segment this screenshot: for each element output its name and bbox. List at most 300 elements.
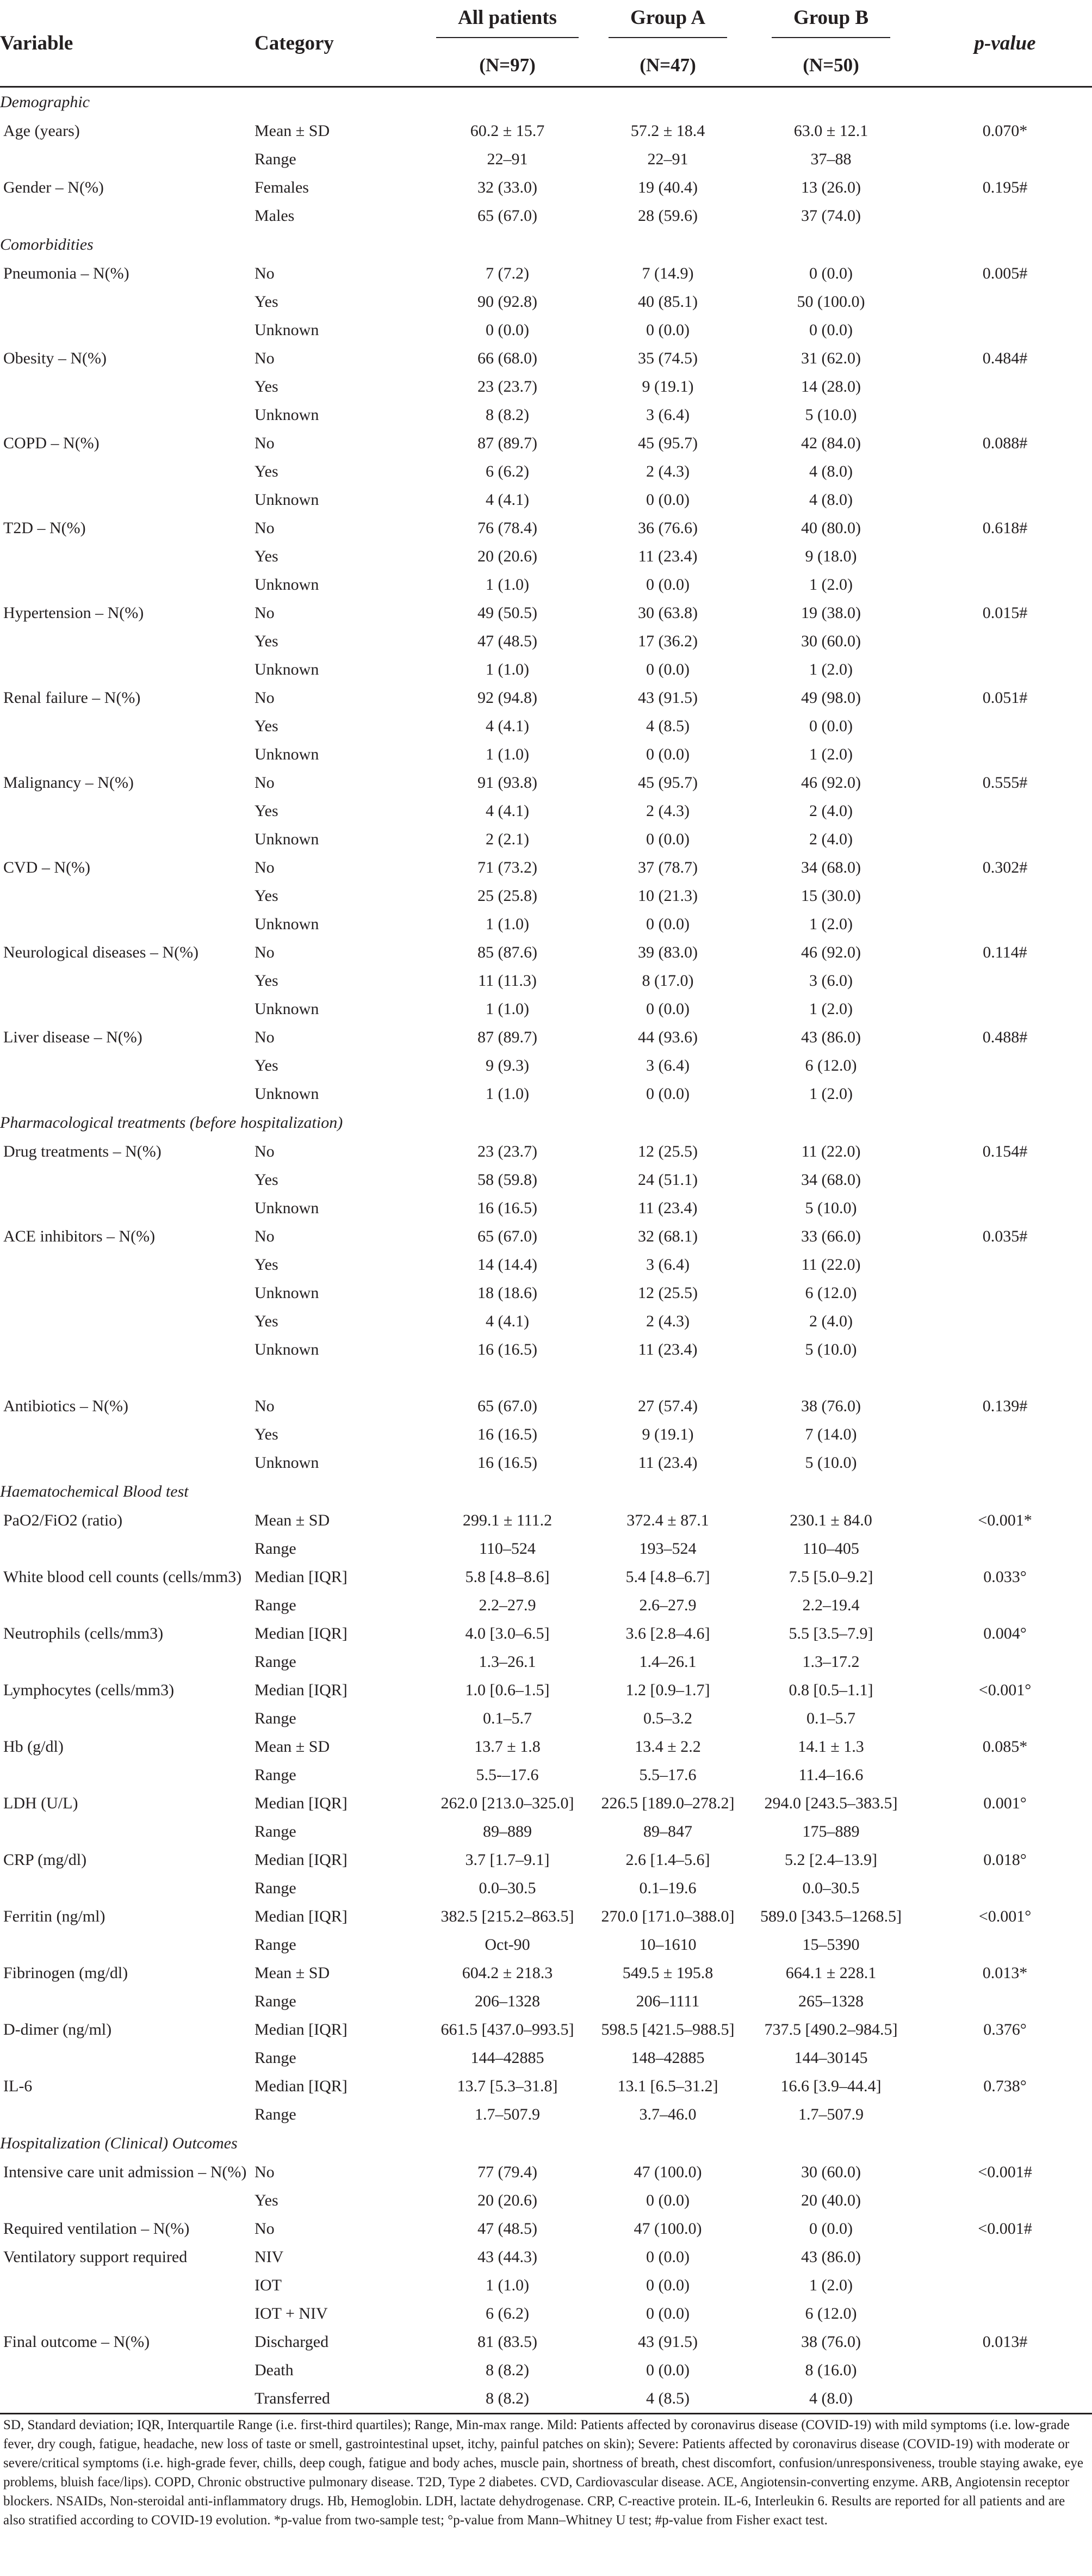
all-patients-cell: 382.5 [215.2–863.5] [440, 1907, 574, 1925]
variable-cell [0, 740, 255, 769]
pvalue-cell: <0.001° [978, 1907, 1032, 1925]
table-row [0, 769, 1092, 797]
variable-cell [0, 1704, 255, 1733]
table-row [0, 1279, 1092, 1307]
variable-cell: Final outcome – N(%) [3, 2333, 150, 2351]
group-b-cell: 42 (84.0) [801, 434, 861, 452]
pvalue-cell: 0.005# [982, 264, 1028, 282]
group-b-cell: 2 (4.0) [809, 1312, 853, 1330]
all-patients-cell: 2.2–27.9 [479, 1596, 536, 1614]
category-cell: Mean ± SD [255, 1511, 330, 1529]
group-b-cell: 9 (18.0) [805, 547, 857, 565]
category-cell: Mean ± SD [255, 1738, 330, 1756]
category-cell: Yes [255, 887, 278, 905]
group-b-cell: 20 (40.0) [801, 2191, 861, 2209]
group-a-cell: 9 (19.1) [642, 378, 694, 396]
pvalue-cell [918, 797, 1092, 825]
table-row [0, 1789, 1092, 1818]
group-b-cell: 34 (68.0) [801, 1171, 861, 1189]
group-a-cell: 11 (23.4) [638, 547, 698, 565]
group-b-cell: 1 (2.0) [809, 2276, 853, 2294]
group-b-cell: 265–1328 [798, 1992, 864, 2010]
variable-cell [0, 1874, 255, 1902]
pvalue-cell [918, 825, 1092, 854]
all-patients-cell: 76 (78.4) [477, 519, 537, 537]
group-a-cell: 0.5–3.2 [643, 1709, 692, 1727]
pvalue-cell: 0.484# [982, 349, 1028, 367]
variable-cell [0, 1307, 255, 1336]
all-patients-cell: 0 (0.0) [486, 321, 529, 339]
group-a-cell: 32 (68.1) [638, 1227, 698, 1245]
all-patients-cell: 1 (1.0) [486, 915, 529, 933]
all-patients-cell: 4.0 [3.0–6.5] [465, 1624, 550, 1642]
category-cell: No [255, 2220, 275, 2238]
category-cell: Range [255, 1596, 296, 1614]
all-patients-cell: 47 (48.5) [477, 632, 537, 650]
pvalue-cell [918, 1194, 1092, 1222]
pvalue-cell [918, 401, 1092, 429]
table-row [0, 1166, 1092, 1194]
table-row [0, 1506, 1092, 1535]
variable-cell [0, 1336, 255, 1364]
group-b-cell: 38 (76.0) [801, 2333, 861, 2351]
group-a-cell: 89–847 [643, 1823, 692, 1840]
all-patients-cell: 299.1 ± 111.2 [462, 1511, 553, 1529]
group-a-cell: 0 (0.0) [646, 2305, 690, 2322]
pvalue-cell: 0.033° [983, 1568, 1027, 1586]
category-cell: NIV [255, 2248, 284, 2266]
variable-cell: White blood cell counts (cells/mm3) [3, 1568, 242, 1586]
group-a-cell: 206–1111 [636, 1992, 700, 2010]
group-b-cell: 37–88 [810, 150, 852, 168]
all-patients-cell: 4 (4.1) [486, 802, 529, 820]
variable-cell [0, 1818, 255, 1846]
group-a-cell: 57.2 ± 18.4 [630, 122, 705, 140]
all-patients-cell: 8 (8.2) [486, 406, 529, 424]
table-row [0, 740, 1092, 769]
variable-cell [0, 1251, 255, 1279]
table-row [0, 117, 1092, 145]
table-row [0, 174, 1092, 202]
group-a-cell: 45 (95.7) [638, 774, 698, 792]
category-cell: Yes [255, 462, 278, 480]
category-cell: Yes [255, 972, 278, 990]
category-cell: Unknown [255, 745, 319, 763]
group-b-cell: 11 (22.0) [801, 1256, 861, 1274]
group-b-cell: 2 (4.0) [809, 802, 853, 820]
category-cell: Transferred [255, 2385, 423, 2414]
group-a-cell: 0 (0.0) [646, 830, 690, 848]
section-title: Demographic [0, 93, 90, 111]
table-row [0, 2385, 1092, 2414]
group-a-cell: 0 (0.0) [646, 915, 690, 933]
pvalue-cell: 0.004° [983, 1624, 1027, 1642]
group-b-cell [744, 1364, 918, 1392]
group-b-cell: 4 (8.0) [809, 462, 853, 480]
group-b-cell: 8 (16.0) [805, 2361, 857, 2379]
header-all-patients-n: (N=97) [423, 44, 592, 87]
pvalue-cell: 0.154# [982, 1142, 1028, 1160]
all-patients-cell: 4 (4.1) [486, 491, 529, 509]
variable-cell: CRP (mg/dl) [3, 1851, 87, 1869]
pvalue-cell: 0.070* [982, 122, 1028, 140]
variable-cell [0, 486, 255, 514]
all-patients-cell: 65 (67.0) [477, 207, 537, 225]
variable-cell: Renal failure – N(%) [3, 689, 141, 707]
variable-cell [0, 882, 255, 910]
all-patients-cell: 110–524 [479, 1540, 536, 1558]
category-cell: Range [255, 1540, 296, 1558]
category-cell: Range [255, 1936, 296, 1954]
group-b-cell: 5.5 [3.5–7.9] [789, 1624, 873, 1642]
variable-cell [0, 1931, 255, 1959]
all-patients-cell: 1 (1.0) [486, 1000, 529, 1018]
group-a-cell: 36 (76.6) [638, 519, 698, 537]
category-cell: Yes [255, 1425, 278, 1443]
table-row [0, 1761, 1092, 1789]
section-row [0, 2129, 1092, 2158]
pvalue-cell [918, 1535, 1092, 1563]
group-a-cell: 2.6–27.9 [639, 1596, 697, 1614]
group-b-cell: 50 (100.0) [797, 293, 865, 311]
category-cell: Range [255, 2049, 296, 2067]
group-b-cell: 1 (2.0) [809, 576, 853, 594]
table-row [0, 1392, 1092, 1420]
variable-cell: D-dimer (ng/ml) [3, 2021, 112, 2038]
group-a-cell: 40 (85.1) [638, 293, 698, 311]
table-row [0, 401, 1092, 429]
all-patients-cell: 1 (1.0) [486, 2276, 529, 2294]
pvalue-cell [918, 1279, 1092, 1307]
all-patients-cell: 206–1328 [475, 1992, 540, 2010]
pvalue-cell: 0.013* [982, 1964, 1028, 1982]
category-cell: Range [255, 1879, 296, 1897]
all-patients-cell: 43 (44.3) [477, 2248, 537, 2266]
all-patients-cell: 3.7 [1.7–9.1] [465, 1851, 550, 1869]
variable-cell: Intensive care unit admission – N(%) [3, 2163, 247, 2181]
group-b-cell: 1 (2.0) [809, 1085, 853, 1103]
category-cell: Yes [255, 632, 278, 650]
table-row [0, 1023, 1092, 1052]
variable-cell: Ferritin (ng/ml) [3, 1907, 106, 1925]
pvalue-cell [918, 1080, 1092, 1108]
group-b-cell: 33 (66.0) [801, 1227, 861, 1245]
variable-cell: Liver disease – N(%) [3, 1028, 142, 1046]
group-a-cell: 10–1610 [639, 1936, 697, 1954]
group-b-cell: 0.1–5.7 [806, 1709, 855, 1727]
group-a-cell: 372.4 ± 87.1 [626, 1511, 709, 1529]
group-b-cell: 664.1 ± 228.1 [785, 1964, 877, 1982]
group-b-cell: 15 (30.0) [801, 887, 861, 905]
pvalue-cell: 0.555# [982, 774, 1028, 792]
group-b-cell: 7 (14.0) [805, 1425, 857, 1443]
group-a-cell: 4 (8.5) [646, 717, 690, 735]
pvalue-cell: 0.088# [982, 434, 1028, 452]
group-a-cell: 24 (51.1) [638, 1171, 698, 1189]
all-patients-cell: 20 (20.6) [477, 2191, 537, 2209]
group-a-cell: 7 (14.9) [642, 264, 694, 282]
table-row [0, 429, 1092, 458]
pvalue-cell: 0.035# [982, 1227, 1028, 1245]
group-b-cell: 43 (86.0) [801, 1028, 861, 1046]
group-b-cell: 63.0 ± 12.1 [793, 122, 868, 140]
pvalue-cell [918, 2385, 1092, 2414]
pvalue-cell [918, 486, 1092, 514]
table-row [0, 145, 1092, 174]
group-b-cell: 230.1 ± 84.0 [790, 1511, 872, 1529]
category-cell: Yes [255, 1057, 278, 1074]
table-row [0, 684, 1092, 712]
all-patients-cell: 85 (87.6) [477, 943, 537, 961]
group-a-cell: 0 (0.0) [646, 1085, 690, 1103]
category-cell: No [255, 1142, 275, 1160]
pvalue-cell: 0.376° [983, 2021, 1027, 2038]
pvalue-cell: 0.051# [982, 689, 1028, 707]
pvalue-cell [918, 627, 1092, 656]
variable-cell: IL-6 [3, 2077, 33, 2095]
variable-cell: COPD – N(%) [3, 434, 100, 452]
group-b-cell: 5 (10.0) [805, 1454, 857, 1472]
group-b-cell: 6 (12.0) [805, 2305, 857, 2322]
group-b-cell: 1 (2.0) [809, 915, 853, 933]
group-b-cell: 2 (4.0) [809, 830, 853, 848]
all-patients-cell: 7 (7.2) [486, 264, 529, 282]
group-a-cell: 1.2 [0.9–1.7] [625, 1681, 710, 1699]
group-a-cell: 11 (23.4) [638, 1199, 698, 1217]
all-patients-cell: 25 (25.8) [477, 887, 537, 905]
category-cell: No [255, 943, 275, 961]
pvalue-cell [918, 1874, 1092, 1902]
variable-cell [0, 1987, 255, 2016]
all-patients-cell: 77 (79.4) [477, 2163, 537, 2181]
variable-cell: Drug treatments – N(%) [3, 1142, 162, 1160]
category-cell: Range [255, 150, 296, 168]
group-a-cell: 13.1 [6.5–31.2] [617, 2077, 718, 2095]
table-row [0, 1307, 1092, 1336]
variable-cell [0, 401, 255, 429]
category-cell [255, 1364, 423, 1392]
table-row [0, 2101, 1092, 2129]
group-b-cell: 0.8 [0.5–1.1] [789, 1681, 873, 1699]
all-patients-cell: 87 (89.7) [477, 1028, 537, 1046]
group-a-cell: 3 (6.4) [646, 406, 690, 424]
pvalue-cell [918, 1307, 1092, 1336]
table-row [0, 1080, 1092, 1108]
pvalue-cell [918, 2300, 1092, 2328]
pvalue-cell: <0.001* [978, 1511, 1032, 1529]
category-cell: Yes [255, 293, 278, 311]
group-a-cell: 5.4 [4.8–6.7] [625, 1568, 710, 1586]
variable-cell: CVD – N(%) [3, 858, 90, 876]
all-patients-cell: 1.0 [0.6–1.5] [465, 1681, 550, 1699]
pvalue-cell [918, 1648, 1092, 1676]
variable-cell [0, 2186, 255, 2215]
group-b-cell: 11 (22.0) [801, 1142, 861, 1160]
pvalue-cell [918, 2044, 1092, 2072]
pvalue-cell [918, 1818, 1092, 1846]
table-row [0, 373, 1092, 401]
group-b-cell: 30 (60.0) [801, 632, 861, 650]
pvalue-cell: 0.114# [983, 943, 1027, 961]
all-patients-cell: 18 (18.6) [477, 1284, 537, 1302]
group-b-cell: 46 (92.0) [801, 943, 861, 961]
category-cell: Yes [255, 717, 278, 735]
group-b-cell: 14 (28.0) [801, 378, 861, 396]
category-cell: Unknown [255, 830, 319, 848]
all-patients-cell: 87 (89.7) [477, 434, 537, 452]
all-patients-cell: 32 (33.0) [477, 178, 537, 196]
table-row [0, 599, 1092, 627]
group-b-cell: 1 (2.0) [809, 745, 853, 763]
table-body [0, 87, 1092, 2414]
group-a-cell: 226.5 [189.0–278.2] [601, 1794, 735, 1812]
category-cell: Yes [255, 802, 278, 820]
table-row [0, 1874, 1092, 1902]
variable-cell [0, 2271, 255, 2300]
table-row [0, 712, 1092, 740]
all-patients-cell: 16 (16.5) [477, 1454, 537, 1472]
group-a-cell: 3 (6.4) [646, 1057, 690, 1074]
group-a-cell: 28 (59.6) [638, 207, 698, 225]
group-a-cell: 10 (21.3) [638, 887, 698, 905]
group-a-cell: 4 (8.5) [592, 2385, 744, 2414]
group-a-cell: 9 (19.1) [642, 1425, 694, 1443]
category-cell: Unknown [255, 1284, 319, 1302]
all-patients-cell: 262.0 [213.0–325.0] [440, 1794, 574, 1812]
variable-cell: Neurological diseases – N(%) [3, 943, 199, 961]
pvalue-cell: <0.001° [978, 1681, 1032, 1699]
group-b-cell: 5 (10.0) [805, 1199, 857, 1217]
group-a-cell: 35 (74.5) [638, 349, 698, 367]
group-b-cell: 6 (12.0) [805, 1284, 857, 1302]
category-cell: IOT + NIV [255, 2305, 328, 2322]
group-b-cell: 1.7–507.9 [798, 2105, 864, 2123]
group-a-cell: 3 (6.4) [646, 1256, 690, 1274]
category-cell: Range [255, 1992, 296, 2010]
group-b-cell: 4 (8.0) [744, 2385, 918, 2414]
all-patients-cell: 91 (93.8) [477, 774, 537, 792]
group-b-cell: 737.5 [490.2–984.5] [764, 2021, 898, 2038]
pvalue-cell: 0.013# [982, 2333, 1028, 2351]
variable-cell [0, 571, 255, 599]
group-a-cell: 2 (4.3) [646, 802, 690, 820]
table-row [0, 1194, 1092, 1222]
variable-cell [0, 2101, 255, 2129]
category-cell: Unknown [255, 576, 319, 594]
pvalue-cell [918, 1420, 1092, 1449]
group-b-cell: 43 (86.0) [801, 2248, 861, 2266]
all-patients-cell [423, 1364, 592, 1392]
table-row [0, 2158, 1092, 2186]
category-cell: Median [IQR] [255, 1568, 348, 1586]
group-a-cell: 47 (100.0) [634, 2163, 702, 2181]
all-patients-cell: 661.5 [437.0–993.5] [440, 2021, 574, 2038]
category-cell: No [255, 774, 275, 792]
group-a-cell: 0 (0.0) [646, 1000, 690, 1018]
group-b-cell: 19 (38.0) [801, 604, 861, 622]
group-a-cell: 148–42885 [631, 2049, 705, 2067]
table-row [0, 202, 1092, 230]
all-patients-cell: 65 (67.0) [477, 1397, 537, 1415]
variable-cell [0, 458, 255, 486]
group-a-cell: 193–524 [639, 1540, 697, 1558]
pvalue-cell: 0.738° [983, 2077, 1027, 2095]
variable-cell: Lymphocytes (cells/mm3) [3, 1681, 175, 1699]
category-cell: No [255, 1028, 275, 1046]
category-cell: Unknown [255, 491, 319, 509]
all-patients-cell: 4 (4.1) [486, 717, 529, 735]
all-patients-cell: 5.8 [4.8–8.6] [465, 1568, 550, 1586]
pvalue-cell [918, 571, 1092, 599]
group-a-cell: 0.1–19.6 [639, 1879, 697, 1897]
table-row [0, 1251, 1092, 1279]
category-cell: No [255, 519, 275, 537]
all-patients-cell: 5.5-–17.6 [476, 1766, 539, 1784]
table-row [0, 571, 1092, 599]
variable-cell: Neutrophils (cells/mm3) [3, 1624, 164, 1642]
pvalue-cell: 0.018° [983, 1851, 1027, 1869]
header-variable: Variable [0, 0, 255, 87]
variable-cell [0, 627, 255, 656]
variable-cell [0, 1761, 255, 1789]
category-cell: No [255, 264, 275, 282]
group-a-cell: 12 (25.5) [638, 1284, 698, 1302]
category-cell: Median [IQR] [255, 1907, 348, 1925]
variable-cell [0, 1194, 255, 1222]
group-b-cell: 4 (8.0) [809, 491, 853, 509]
group-b-cell: 37 (74.0) [801, 207, 861, 225]
variable-cell [0, 1364, 255, 1392]
table-row [0, 2328, 1092, 2356]
table-row [0, 656, 1092, 684]
category-cell: Males [255, 207, 295, 225]
category-cell: Females [255, 178, 309, 196]
all-patients-cell: 11 (11.3) [478, 972, 537, 990]
all-patients-cell: 92 (94.8) [477, 689, 537, 707]
all-patients-cell: 604.2 ± 218.3 [462, 1964, 553, 1982]
group-a-cell: 0 (0.0) [646, 491, 690, 509]
category-cell: Unknown [255, 660, 319, 678]
table-row [0, 1138, 1092, 1166]
group-a-cell: 8 (17.0) [642, 972, 694, 990]
section-title: Haematochemical Blood test [0, 1482, 189, 1500]
category-cell: Yes [255, 1171, 278, 1189]
pvalue-cell: 0.015# [982, 604, 1028, 622]
group-a-cell: 0 (0.0) [646, 576, 690, 594]
all-patients-cell: 16 (16.5) [477, 1425, 537, 1443]
group-a-cell: 13.4 ± 2.2 [635, 1738, 701, 1756]
category-cell: Range [255, 1766, 296, 1784]
table-row [0, 2300, 1092, 2328]
group-b-cell: 34 (68.0) [801, 858, 861, 876]
group-b-cell: 6 (12.0) [805, 1057, 857, 1074]
table-row [0, 1959, 1092, 1987]
group-a-cell: 43 (91.5) [638, 689, 698, 707]
all-patients-cell: 47 (48.5) [477, 2220, 537, 2238]
category-cell: Unknown [255, 915, 319, 933]
group-b-cell: 14.1 ± 1.3 [798, 1738, 864, 1756]
table-row [0, 2016, 1092, 2044]
group-a-cell: 0 (0.0) [646, 321, 690, 339]
pvalue-cell: <0.001# [978, 2220, 1032, 2238]
all-patients-cell: 6 (6.2) [486, 2305, 529, 2322]
all-patients-cell: 1.3–26.1 [479, 1653, 536, 1671]
all-patients-cell: 23 (23.7) [477, 1142, 537, 1160]
table-row [0, 1222, 1092, 1251]
group-b-cell: 31 (62.0) [801, 349, 861, 367]
section-title: Comorbidities [0, 236, 94, 254]
pvalue-cell [918, 882, 1092, 910]
